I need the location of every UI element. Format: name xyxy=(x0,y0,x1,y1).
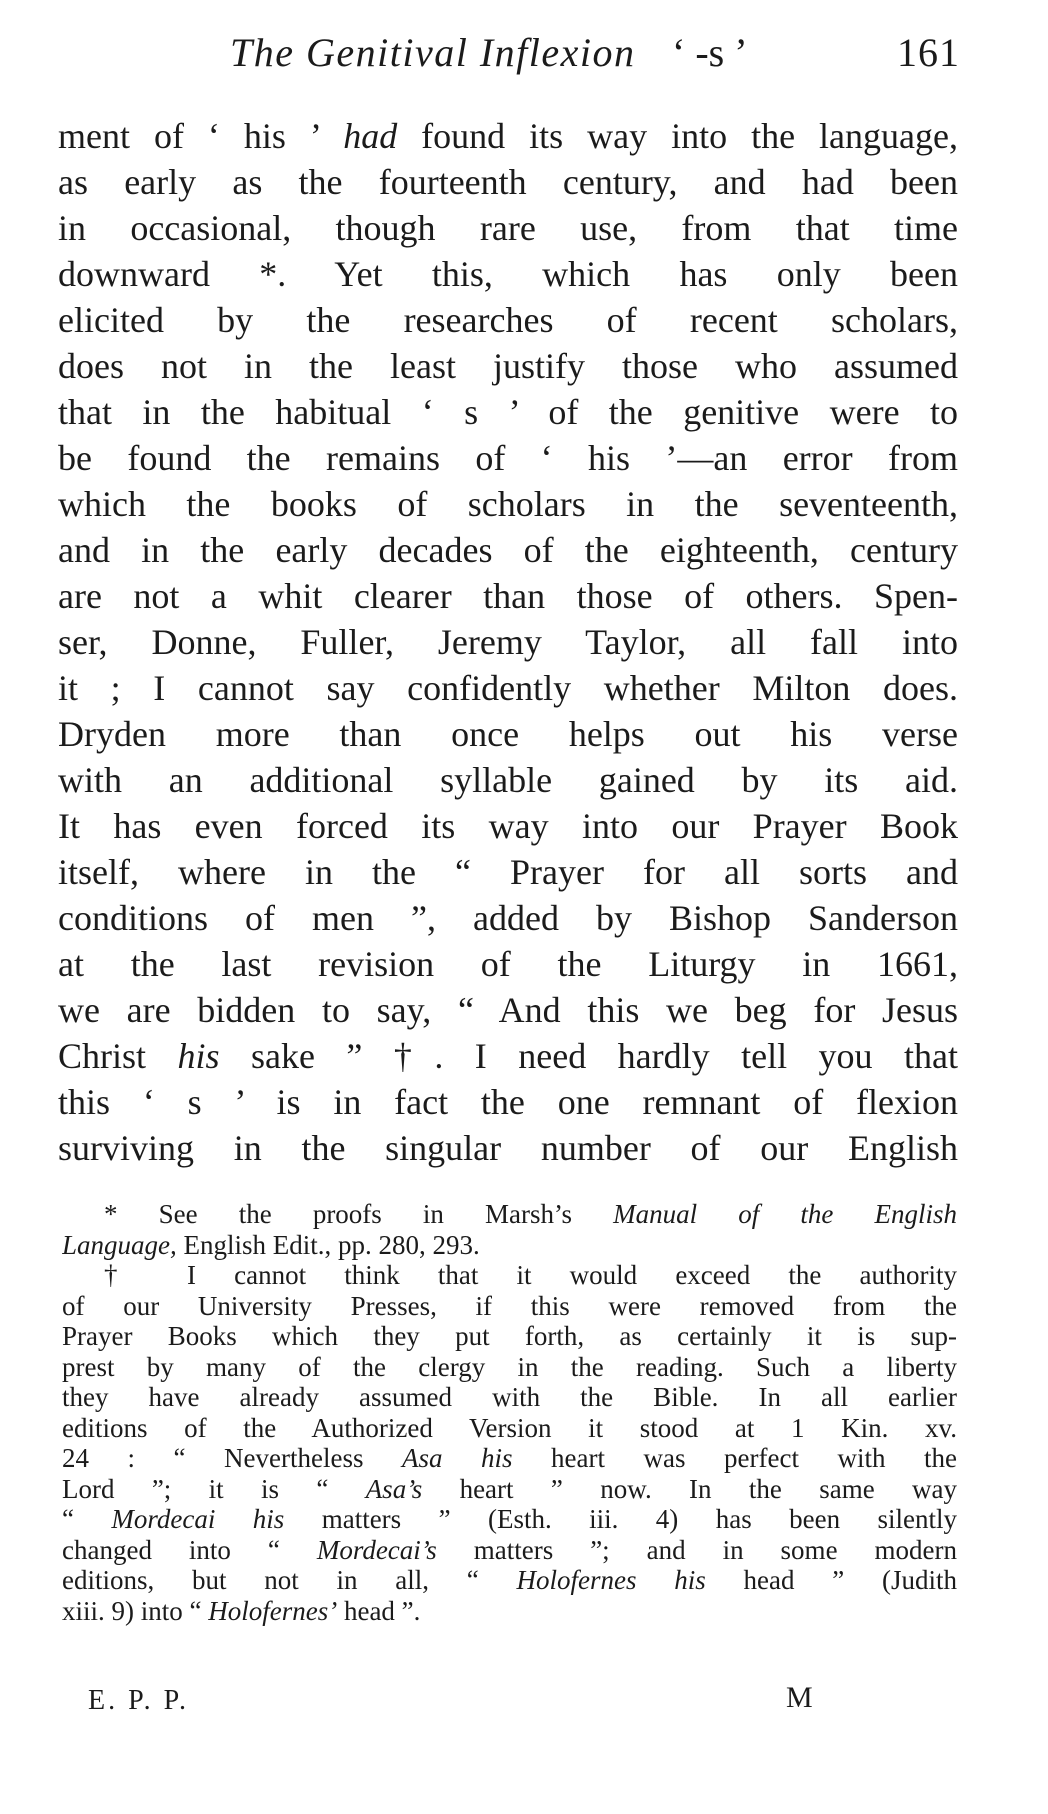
text-run: editions of the Authorized Version it stood at 1 Kin. xv. xyxy=(62,1412,957,1443)
text-run: sake ” †. I need hardly tell you that xyxy=(219,1036,958,1076)
text-run: prest by many of the clergy in the reading. Such a liberty xyxy=(62,1351,957,1382)
text-run: It has even forced its way into our Prayer Book xyxy=(58,806,958,846)
text-run: elicited by the researches of recent scholars, xyxy=(58,300,958,340)
body-line xyxy=(58,251,958,297)
italic-run: Asa his xyxy=(402,1443,513,1473)
text-run: does not in the least justify those who assumed xyxy=(58,346,958,386)
body-line xyxy=(58,803,958,849)
italic-run: Mordecai his xyxy=(111,1504,285,1534)
body-line xyxy=(58,481,958,527)
text-run: found its way into the language, xyxy=(397,116,958,156)
running-title-suffix: ‘ -s ’ xyxy=(672,30,748,75)
body-line xyxy=(58,527,958,573)
footnote-line xyxy=(62,1199,957,1230)
text-run: † I cannot think that it would exceed the authority xyxy=(104,1260,957,1290)
text-run: it ; I cannot say confidently whether Milton does. xyxy=(58,668,958,708)
text-run: this ‘ s ’ is in fact the one remnant of flexion xyxy=(58,1082,958,1122)
text-run: changed into “ xyxy=(62,1534,317,1565)
text-run: heart ” now. In the same way xyxy=(422,1473,957,1504)
italic-run: Mordecai’s xyxy=(316,1534,437,1565)
body-line xyxy=(58,297,958,343)
text-run: that in the habitual ‘ s ’ of the genitive were to xyxy=(58,392,958,432)
text-run: are not a whit clearer than those of others. Spen- xyxy=(58,576,958,616)
signature-mark: E. P. P. xyxy=(88,1685,190,1716)
page-number: 161 xyxy=(897,30,960,75)
footnote-line xyxy=(62,1596,957,1627)
text-run: “ xyxy=(62,1504,112,1534)
running-head xyxy=(230,28,960,78)
running-title: The Genitival Inflexion xyxy=(230,30,636,75)
text-run: Lord ”; it is “ xyxy=(62,1473,366,1504)
footnote-line xyxy=(62,1321,957,1352)
text-run: be found the remains of ‘ his ’—an error from xyxy=(58,438,958,478)
text-run: at the last revision of the Liturgy in 1661, xyxy=(58,944,958,984)
body-text xyxy=(58,113,958,1171)
text-run: heart was perfect with the xyxy=(512,1443,957,1473)
footnote-line xyxy=(62,1443,957,1474)
text-run: English Edit., pp. 280, 293. xyxy=(176,1229,480,1260)
footnote-line xyxy=(62,1565,957,1596)
body-line xyxy=(58,941,958,987)
footnote-line xyxy=(62,1504,957,1535)
text-run: ser, Donne, Fuller, Jeremy Taylor, all fall into xyxy=(58,622,958,662)
body-line xyxy=(58,435,958,481)
text-run: with an additional syllable gained by its aid. xyxy=(58,760,958,800)
italic-run: his xyxy=(177,1036,220,1076)
italic-run: Manual of the English xyxy=(613,1199,957,1229)
body-line xyxy=(58,757,958,803)
footnote-line xyxy=(62,1260,957,1291)
text-run: they have already assumed with the Bible. In all earlier xyxy=(62,1382,957,1412)
italic-run: had xyxy=(343,116,398,156)
sheet-mark: M xyxy=(786,1681,813,1714)
text-run: which the books of scholars in the seventeenth, xyxy=(58,484,958,524)
footnote-line xyxy=(62,1230,957,1261)
body-line xyxy=(58,343,958,389)
text-run: downward *. Yet this, which has only been xyxy=(58,254,958,294)
text-run: surviving in the singular number of our English xyxy=(58,1128,958,1168)
text-run: matters ”; and in some modern xyxy=(436,1534,957,1565)
body-line xyxy=(58,113,958,159)
footnote-line xyxy=(62,1474,957,1505)
footnote-line xyxy=(62,1382,957,1413)
body-line xyxy=(58,987,958,1033)
body-line xyxy=(58,665,958,711)
footnote-line xyxy=(62,1535,957,1566)
body-line xyxy=(58,619,958,665)
footnotes xyxy=(62,1199,957,1626)
text-run: 24 : “ Nevertheless xyxy=(62,1443,402,1473)
italic-run: Language, xyxy=(62,1229,177,1260)
italic-run: Asa’s xyxy=(365,1473,423,1504)
footnote-line xyxy=(62,1413,957,1444)
italic-run: Holofernes’ xyxy=(208,1595,338,1626)
text-run: ment of ‘ his ’ xyxy=(58,116,344,156)
text-run: as early as the fourteenth century, and had been xyxy=(58,162,958,202)
footnote-line xyxy=(62,1352,957,1383)
text-run: xiii. 9) into “ xyxy=(62,1595,209,1626)
text-run: Prayer Books which they put forth, as certainly it is sup- xyxy=(62,1321,957,1351)
body-line xyxy=(58,205,958,251)
text-run: Dryden more than once helps out his verse xyxy=(58,714,958,754)
body-line xyxy=(58,711,958,757)
text-run: itself, where in the “ Prayer for all sorts and xyxy=(58,852,958,892)
body-line xyxy=(58,1033,958,1079)
body-line xyxy=(58,895,958,941)
italic-run: Holofernes his xyxy=(516,1565,706,1595)
text-run: editions, but not in all, “ xyxy=(62,1565,517,1595)
text-run: * See the proofs in Marsh’s xyxy=(104,1199,614,1229)
text-run: head ” (Judith xyxy=(705,1565,957,1595)
body-line xyxy=(58,389,958,435)
text-run: matters ” (Esth. iii. 4) has been silently xyxy=(284,1504,957,1534)
body-line xyxy=(58,159,958,205)
text-run: Christ xyxy=(58,1036,178,1076)
body-line xyxy=(58,1125,958,1171)
text-run: conditions of men ”, added by Bishop Sanderson xyxy=(58,898,958,938)
text-run: we are bidden to say, “ And this we beg for Jesus xyxy=(58,990,958,1030)
text-run: in occasional, though rare use, from that time xyxy=(58,208,958,248)
body-line xyxy=(58,573,958,619)
text-run: of our University Presses, if this were removed from the xyxy=(62,1290,957,1321)
footnote-line xyxy=(62,1291,957,1322)
text-run: and in the early decades of the eighteenth, century xyxy=(58,530,958,570)
text-run: head ”. xyxy=(337,1595,421,1626)
body-line xyxy=(58,849,958,895)
body-line xyxy=(58,1079,958,1125)
